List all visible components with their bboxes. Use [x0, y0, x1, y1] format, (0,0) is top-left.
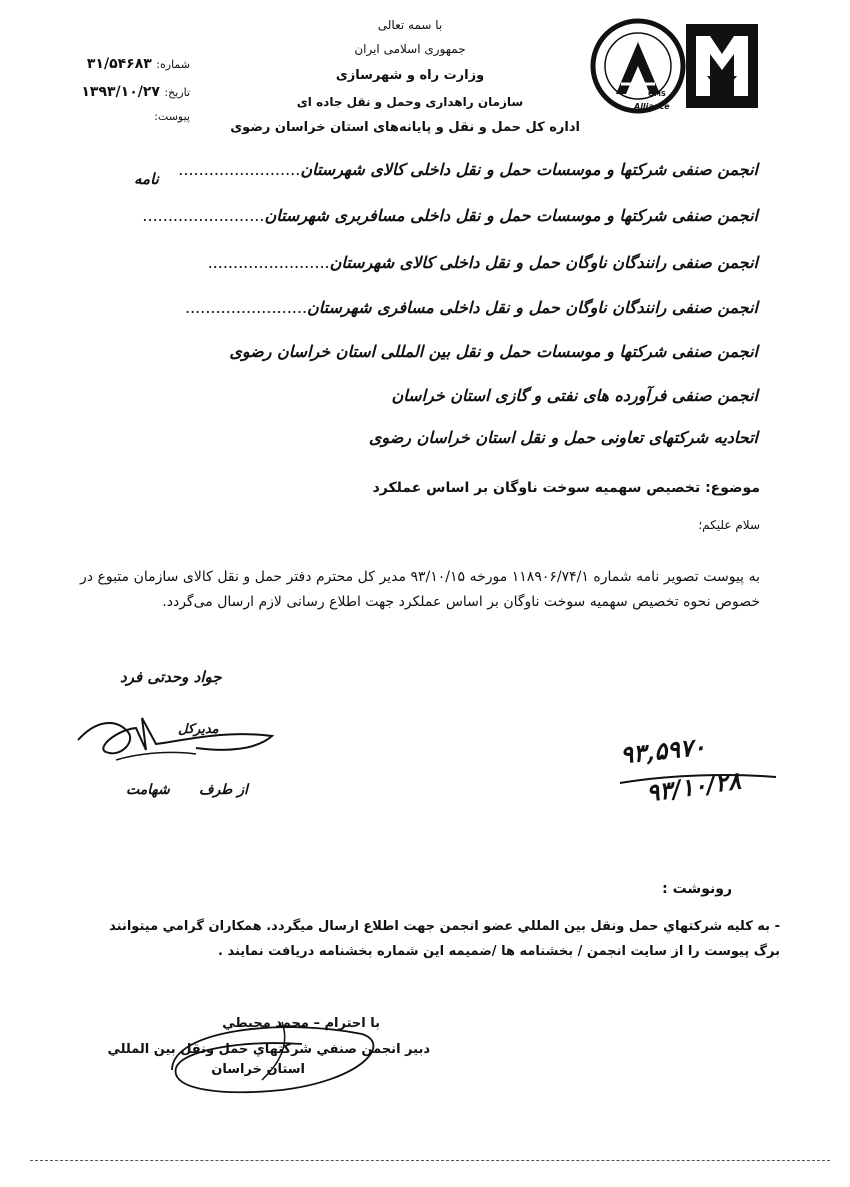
greeting: سلام علیکم؛: [698, 518, 760, 532]
organization-name: سازمان راهداری وحمل و نقل جاده ای: [296, 95, 524, 109]
signer-name: جواد وحدتی فرد: [120, 668, 222, 686]
recipient-text: انجمن صنفی شرکتها و موسسات حمل و نقل داخلی مسافربری شهرستان: [264, 206, 758, 225]
recipient-line: [185, 298, 758, 317]
letter-subject: موضوع: تخصیص سهمیه سوخت ناوگان بر اساس عملکرد: [372, 480, 760, 496]
bismillah: با سمه تعالی: [377, 18, 443, 32]
recipient-dots: ........................: [178, 160, 301, 179]
side-note: نامه: [134, 170, 159, 188]
recipient-line: [392, 386, 758, 405]
recipient-text: انجمن صنفی شرکتها و موسسات حمل و نقل داخلی کالای شهرستان: [300, 160, 758, 179]
recipient-dots: ........................: [142, 206, 265, 225]
signer-line: از طرف شهامت: [126, 782, 248, 798]
letter-date-value: ۱۳۹۳/۱۰/۲۷: [81, 84, 160, 100]
letter-date-label: تاریخ:: [164, 86, 190, 99]
recipient-text: انجمن صنفی شرکتها و موسسات حمل و نقل بین المللی استان خراسان رضوی: [229, 342, 758, 361]
closing-position-1: دبیر انجمن صنفي شرکتهاي حمل ونقل بین المللي: [107, 1042, 430, 1057]
cc-title: رونوشت :: [662, 881, 732, 897]
recipient-line: [142, 206, 758, 225]
page-bottom-border: [30, 1160, 830, 1162]
recipient-text: اتحادیه شرکتهای تعاونی حمل و نقل استان خراسان رضوی: [368, 428, 758, 447]
closing-position-2: استان خراسان: [211, 1062, 305, 1077]
logo-qms-text: QMS: [648, 90, 666, 98]
recipient-dots: ........................: [207, 253, 330, 272]
recipient-text: انجمن صنفی فرآورده های نفتی و گازی استان خراسان: [391, 386, 758, 405]
cc-body: - به کلیه شرکتهاي حمل ونقل بین المللي عضو انجمن جهت اطلاع ارسال میگردد. همکاران گرامي میتوانند برگ پیوست را از سایت انجمن / بخشنامه ها /ضمیمه این شماره بخشنامه دریافت نمایند .: [109, 919, 780, 959]
closing-signature-loop: [162, 1010, 382, 1100]
recipient-line: [178, 160, 758, 179]
letter-number-label: شماره:: [156, 58, 190, 71]
recipient-line: [208, 253, 758, 272]
handwritten-ref-date: ۹۳/۱۰/۲۸: [644, 765, 743, 808]
country-name: جمهوری اسلامی ایران: [354, 42, 466, 56]
letter-body: به پیوست تصویر نامه شماره ۱۱۸۹۰۶/۷۴/۱ مورخه ۹۳/۱۰/۱۵ مدیر کل محترم دفتر حمل و نقل کالای سازمان متبوع در خصوص نحوه تخصیص سهمیه سوخت ناوگان بر اساس عملکرد جهت اطلاع رسانی لازم ارسال می‌گردد.: [80, 569, 760, 610]
closing-regards: با احترام – محمد محیطي: [222, 1016, 380, 1031]
signature-scrawl-text: مدیرکل: [178, 722, 219, 737]
recipient-line: [369, 428, 758, 447]
signature-scrawl: [76, 710, 276, 770]
letter-number-row: [60, 56, 190, 72]
department-name: اداره کل حمل و نقل و پایانه‌های استان خراسان رضوی: [230, 120, 580, 135]
letter-number-value: ۳۱/۵۴۶۸۳: [86, 56, 152, 72]
logo-alliance-text: Alliance: [634, 102, 670, 111]
recipient-line: [229, 342, 758, 361]
recipient-dots: ........................: [184, 298, 308, 317]
attachment-row: [60, 108, 190, 124]
recipient-text: انجمن صنفی رانندگان ناوگان حمل و نقل داخلی مسافری شهرستان: [307, 298, 758, 317]
attachment-label: پیوست:: [154, 110, 190, 123]
handwritten-ref-number: ۹۳,۵۹۷۰: [618, 731, 707, 770]
letter-date-row: [60, 84, 190, 100]
ministry-name: وزارت راه و شهرسازی: [335, 68, 485, 83]
recipient-text: انجمن صنفی رانندگان ناوگان حمل و نقل داخلی کالای شهرستان: [329, 253, 758, 272]
